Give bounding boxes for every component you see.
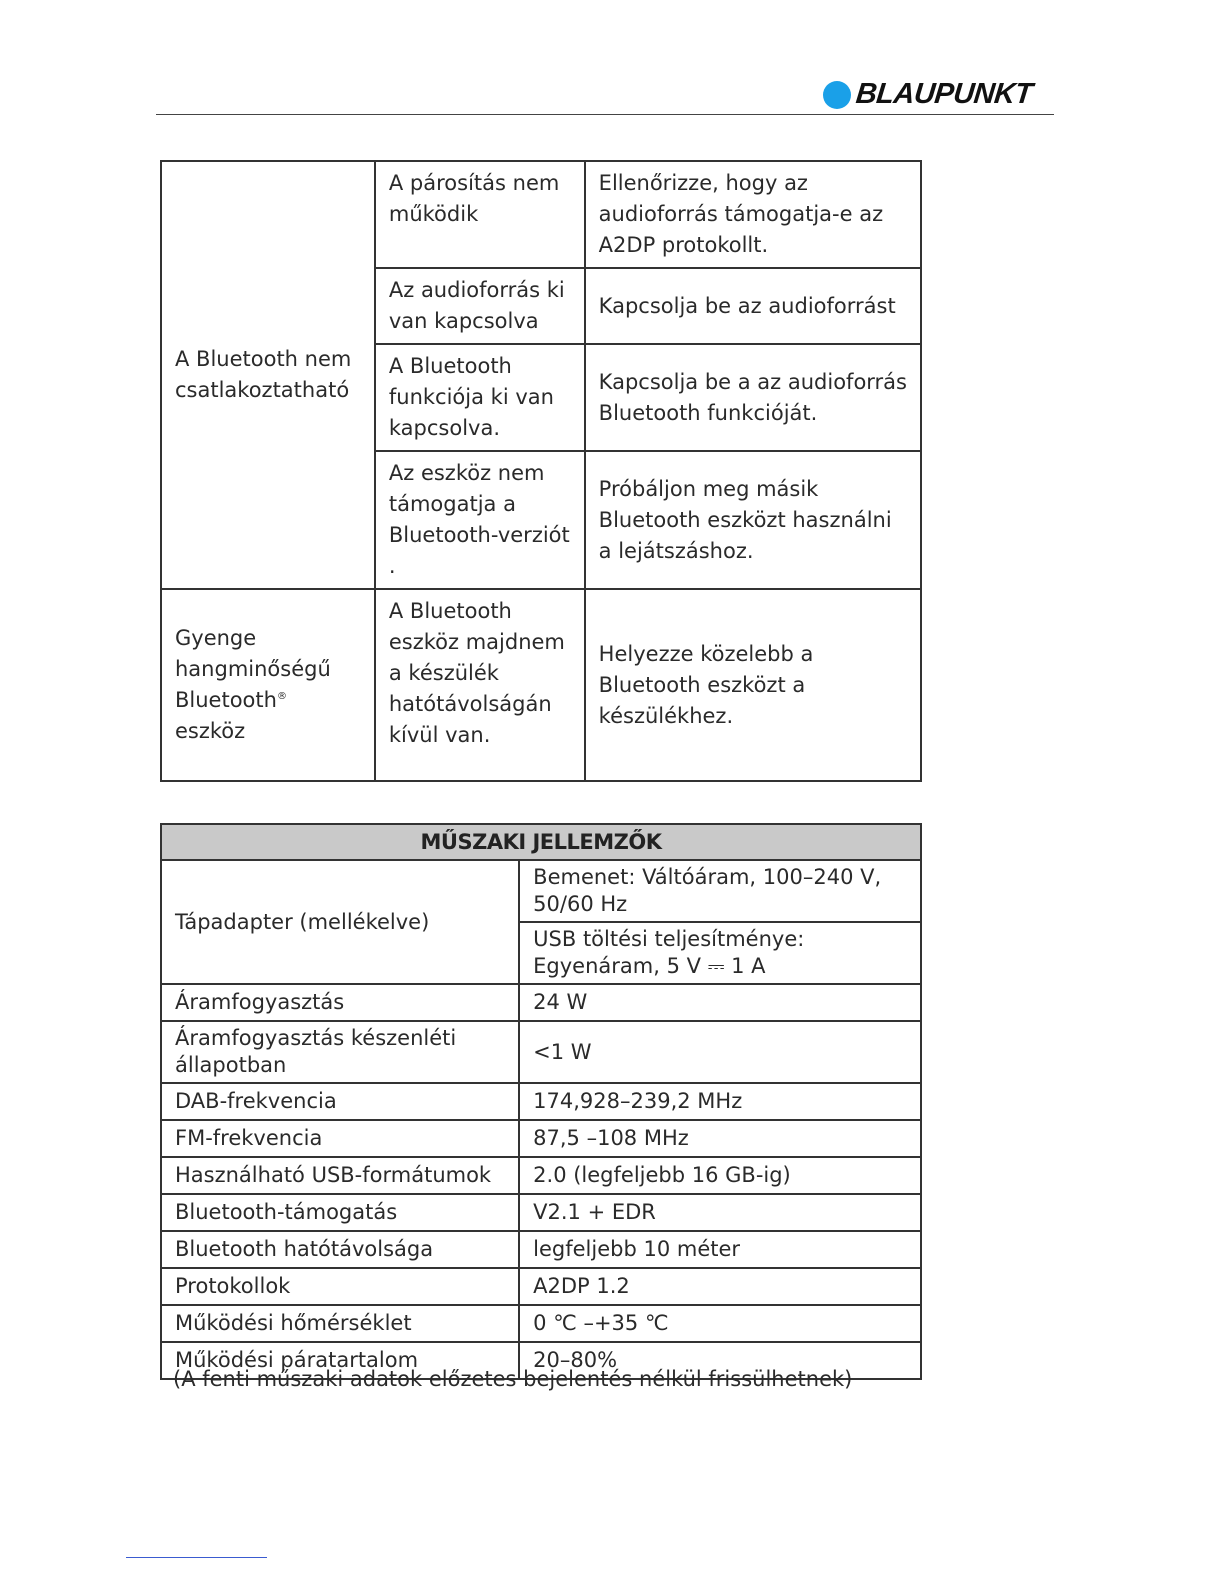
spec-label: Protokollok: [161, 1268, 519, 1305]
specifications-footnote: (A fenti műszaki adatok előzetes bejelentés nélkül frissülhetnek): [173, 1367, 853, 1391]
spec-label: Használható USB-formátumok: [161, 1157, 519, 1194]
cause-cell: A Bluetooth funkciója ki van kapcsolva.: [375, 344, 585, 451]
problem-text-suffix: eszköz: [175, 719, 246, 743]
cause-cell: Az audioforrás ki van kapcsolva: [375, 268, 585, 344]
spec-value: Bemenet: Váltóáram, 100–240 V, 50/60 Hz: [519, 860, 921, 922]
table-row: [161, 1120, 921, 1157]
usb-output-label: USB töltési teljesítménye:: [533, 927, 805, 951]
spec-value: <1 W: [519, 1021, 921, 1083]
spec-label: Bluetooth-támogatás: [161, 1194, 519, 1231]
spec-value: 87,5 –108 MHz: [519, 1120, 921, 1157]
table-row: [161, 1021, 921, 1083]
problem-cell: [161, 589, 375, 781]
problem-text: Gyenge hangminőségű Bluetooth: [175, 626, 331, 712]
solution-cell: Kapcsolja be a az audioforrás Bluetooth funkcióját.: [585, 344, 921, 451]
brand-name: BLAUPUNKT: [854, 78, 1034, 110]
table-row: [161, 984, 921, 1021]
cause-cell: A Bluetooth eszköz majdnem a készülék hatótávolságán kívül van.: [375, 589, 585, 781]
header-divider: [156, 114, 1054, 115]
cause-cell: A párosítás nem működik: [375, 161, 585, 268]
spec-label: Tápadapter (mellékelve): [161, 860, 519, 984]
spec-label: Bluetooth hatótávolsága: [161, 1231, 519, 1268]
brand-logo-dot: [823, 81, 851, 109]
spec-label: Működési hőmérséklet: [161, 1305, 519, 1342]
usb-voltage: Egyenáram, 5 V: [533, 954, 701, 978]
spec-value: 24 W: [519, 984, 921, 1021]
spec-label: Működési páratartalom: [161, 1342, 519, 1379]
spec-value: 174,928–239,2 MHz: [519, 1083, 921, 1120]
spec-value: legfeljebb 10 méter: [519, 1231, 921, 1268]
solution-cell: Ellenőrizze, hogy az audioforrás támogatja-e az A2DP protokollt.: [585, 161, 921, 268]
spec-value: [519, 922, 921, 984]
specifications-table: [160, 823, 922, 1380]
spec-label: Áramfogyasztás készenléti állapotban: [161, 1021, 519, 1083]
table-row: [161, 1083, 921, 1120]
table-row: [161, 1268, 921, 1305]
solution-cell: Próbáljon meg másik Bluetooth eszközt használni a lejátszáshoz.: [585, 451, 921, 589]
spec-label: Áramfogyasztás: [161, 984, 519, 1021]
problem-cell: A Bluetooth nem csatlakoztatható: [161, 161, 375, 589]
dc-symbol-icon: ⎓: [707, 954, 725, 978]
registered-mark: ®: [276, 691, 287, 702]
table-row: [161, 860, 921, 922]
cause-cell: Az eszköz nem támogatja a Bluetooth-verziót .: [375, 451, 585, 589]
solution-cell: Helyezze közelebb a Bluetooth eszközt a készülékhez.: [585, 589, 921, 781]
usb-current: 1 A: [724, 954, 766, 978]
spec-value: 2.0 (legfeljebb 16 GB-ig): [519, 1157, 921, 1194]
spec-value: A2DP 1.2: [519, 1268, 921, 1305]
footer-link-line: [126, 1557, 267, 1558]
table-row: [161, 1157, 921, 1194]
spec-value: 20–80%: [519, 1342, 921, 1379]
table-row: [161, 1231, 921, 1268]
table-row: [161, 1305, 921, 1342]
solution-cell: Kapcsolja be az audioforrást: [585, 268, 921, 344]
brand-logo: [823, 78, 1032, 111]
usb-output-value: [533, 953, 908, 980]
specifications-title: MŰSZAKI JELLEMZŐK: [161, 824, 921, 860]
table-row: [161, 1194, 921, 1231]
spec-value: V2.1 + EDR: [519, 1194, 921, 1231]
spec-value: 0 ℃ –+35 ℃: [519, 1305, 921, 1342]
table-row: [161, 161, 921, 268]
troubleshooting-table: [160, 160, 922, 782]
spec-label: FM-frekvencia: [161, 1120, 519, 1157]
table-row: [161, 589, 921, 781]
spec-label: DAB-frekvencia: [161, 1083, 519, 1120]
